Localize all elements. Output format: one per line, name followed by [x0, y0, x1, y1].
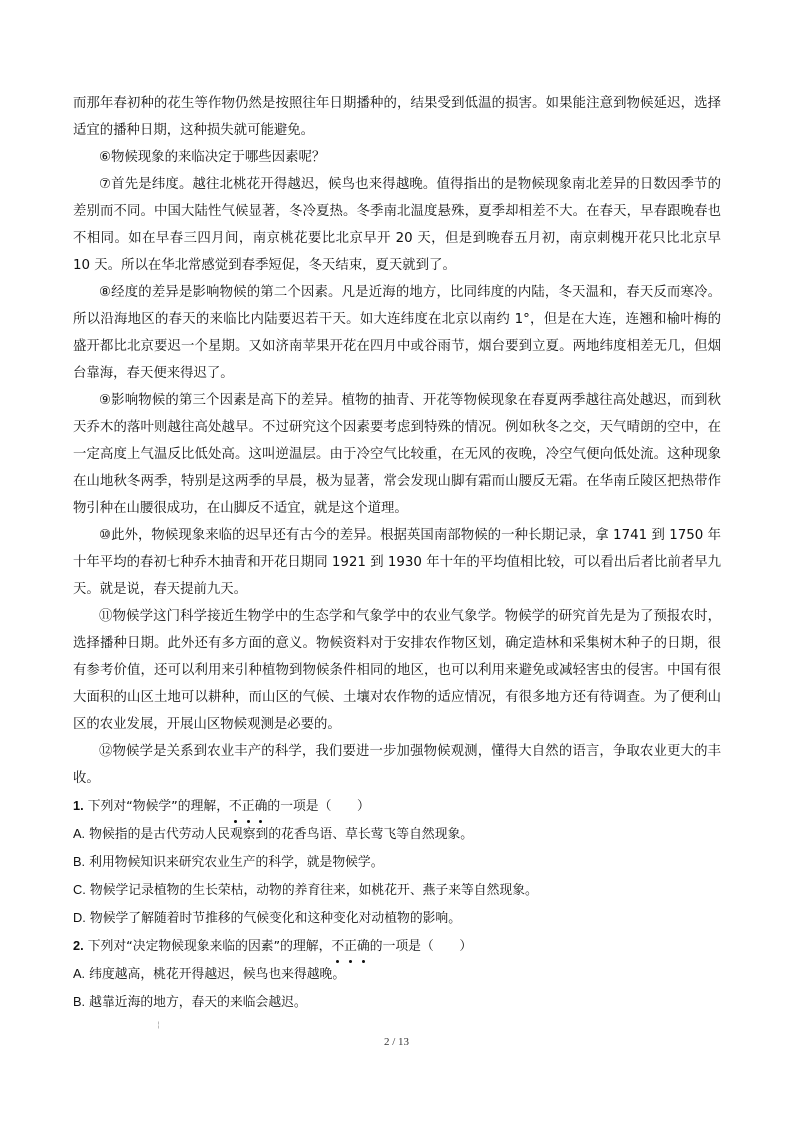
question-1 [73, 792, 721, 932]
option-a[interactable] [73, 820, 721, 848]
question-number: 2. [73, 938, 84, 953]
option-c[interactable] [73, 876, 721, 904]
page-content [73, 90, 721, 1016]
paragraph-12: ⑫物候学是关系到农业丰产的科学，我们要进一步加强物候观测，懂得大自然的语言，争取农业更大的丰收。 [73, 744, 721, 786]
emphasis-char: 正 [242, 793, 255, 820]
option-d[interactable] [73, 904, 721, 932]
option-label: C. [73, 882, 86, 897]
question-stem-text: 下列对“物候学”的理解， [87, 799, 229, 814]
paragraph-9: ⑨影响物候的第三个因素是高下的差异。植物的抽青、开花等物候现象在春夏两季越往高处越迟，而到秋天乔木的落叶则越往高处越早。不过研究这个因素要考虑到特殊的情况。例如秋冬之交，天气晴朗的空中，在一定高度上气温反比低处高。这叫逆温层。由于冷空气比较重，在无风的夜晚，冷空气便向低处流。这种现象在山地秋冬两季，特别是这两季的早晨，极为显著，常会发现山脚有霜而山腰反无霜。在华南丘陵区把热带作物引种在山腰很成功，在山脚反不适宜，就是这个道理。 [73, 393, 721, 516]
emphasis-char: 确 [255, 793, 268, 820]
paragraph-6: ⑥物候现象的来临决定于哪些因素呢？ [99, 150, 326, 165]
option-text: 纬度越高，桃花开得越迟，候鸟也来得越晚。 [89, 967, 346, 982]
option-a[interactable] [73, 960, 721, 988]
option-b[interactable] [73, 848, 721, 876]
option-b[interactable] [73, 988, 721, 1016]
option-text: 物候学记录植物的生长荣枯，动物的养育往来，如桃花开、燕子来等自然现象。 [89, 883, 538, 898]
option-text: 利用物候知识来研究农业生产的科学，就是物候学。 [89, 855, 384, 870]
paragraph-8: ⑧经度的差异是影响物候的第二个因素。凡是近海的地方，比同纬度的内陆，冬天温和，春天反而寒冷。所以沿海地区的春天的来临比内陆要迟若干天。如大连纬度在北京以南约 1°，但是在大连，连翘和榆叶梅的盛开都比北京要迟一个星期。又如济南苹果开花在四月中或谷雨节，烟台要到立夏。两地纬度相差无几，但烟台靠海，春天便来得迟了。 [73, 285, 721, 381]
option-label: B. [73, 854, 86, 869]
option-label: D. [73, 910, 86, 925]
question-2 [73, 932, 721, 1016]
question-stem-tail: 的一项是（ ） [369, 939, 473, 954]
option-label: A. [73, 966, 86, 981]
option-text: 物候学了解随着时节推移的气候变化和这种变化对动植物的影响。 [89, 911, 461, 926]
option-text: 越靠近海的地方，春天的来临会越迟。 [89, 995, 307, 1010]
question-stem-text: 下列对“决定物候现象来临的因素”的理解， [87, 939, 332, 954]
scan-speck: ¦ [157, 1020, 160, 1029]
emphasis-char: 不 [229, 793, 242, 820]
page-number: 2 / 13 [383, 1036, 410, 1048]
question-number: 1. [73, 798, 84, 813]
paragraph-11: ⑪物候学这门科学接近生物学中的生态学和气象学中的农业气象学。物候学的研究首先是为了预报农时，选择播种日期。此外还有多方面的意义。物候资料对于安排农作物区划，确定造林和采集树木种子的日期，很有参考价值，还可以利用来引种植物到物候条件相同的地区，也可以利用来避免或减轻害虫的侵害。中国有很大面积的山区土地可以耕种，而山区的气候、土壤对农作物的适应情况，有很多地方还有待调查。为了便利山区的农业发展，开展山区物候观测是必要的。 [73, 609, 721, 732]
paragraph-continuation: 而那年春初种的花生等作物仍然是按照往年日期播种的，结果受到低温的损害。如果能注意到物候延迟，选择适宜的播种日期，这种损失就可能避免。 [73, 96, 721, 138]
option-label: B. [73, 994, 86, 1009]
emphasis-char: 不 [331, 933, 344, 960]
emphasis-char: 正 [344, 933, 357, 960]
paragraph-7: ⑦首先是纬度。越往北桃花开得越迟，候鸟也来得越晚。值得指出的是物候现象南北差异的日数因季节的差别而不同。中国大陆性气候显著，冬冷夏热。冬季南北温度悬殊，夏季却相差不大。在春天，早春跟晚春也不相同。如在早春三四月间，南京桃花要比北京早开 20 天，但是到晚春五月初，南京刺槐开花只比北京早 10 天。所以在华北常感觉到春季短促，冬天结束，夏天就到了。 [73, 177, 721, 273]
emphasis-char: 确 [357, 933, 370, 960]
question-stem [73, 792, 721, 820]
question-stem-tail: 的一项是（ ） [267, 799, 370, 814]
option-text: 物候指的是古代劳动人民观察到的花香鸟语、草长莺飞等自然现象。 [89, 827, 474, 842]
paragraph-10: ⑩此外，物候现象来临的迟早还有古今的差异。根据英国南部物候的一种长期记录，拿 1741 到 1750 年十年平均的春初七种乔木抽青和开花日期同 1921 到 1930 年十年的平均值相比较，可以看出后者比前者早九天。就是说，春天提前九天。 [73, 528, 721, 597]
question-stem [73, 932, 721, 960]
option-label: A. [73, 826, 86, 841]
